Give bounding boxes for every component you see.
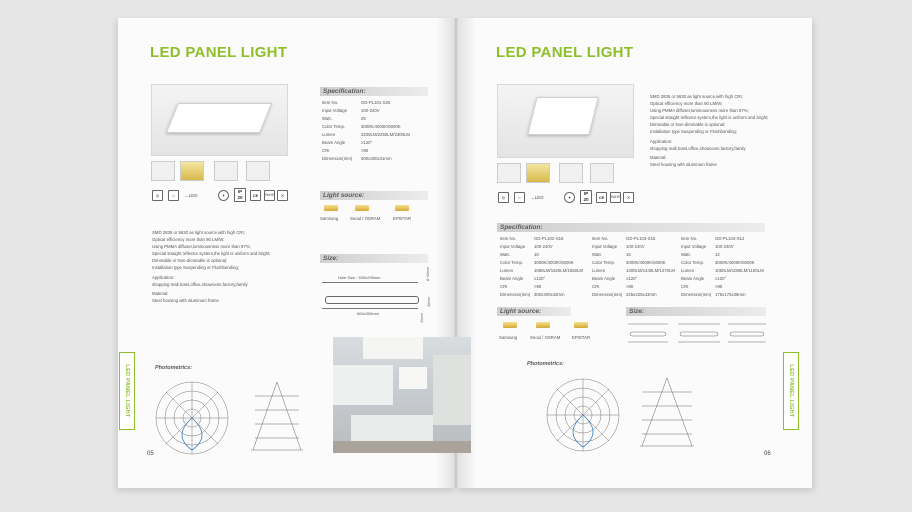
dimension-label: 600x300mm	[357, 311, 380, 316]
spec-label: Dimension(mm)	[322, 156, 353, 161]
spec-label: Color Temp.	[322, 124, 346, 129]
spec-value: GD-PL104-S12	[715, 236, 745, 241]
spec-label: Lumen	[681, 268, 695, 273]
spec-value: 100-240V	[715, 244, 734, 249]
spec-value: ≥120°	[534, 276, 546, 281]
spec-value: >80	[534, 284, 542, 289]
desc-line: Steel housing with aluminum frame	[152, 298, 219, 303]
spec-label: Beam Angle	[500, 276, 524, 281]
spec-label: CRI	[322, 148, 330, 153]
spec-value: 18	[534, 252, 539, 257]
light-source-label: EPISTAR	[572, 335, 591, 340]
spec-label: Watt.	[500, 252, 510, 257]
suspend-icon: ⌂	[168, 190, 179, 201]
spec-label: CRI	[592, 284, 600, 289]
size-dim-line	[322, 282, 418, 283]
spec-label: Input Voltage	[322, 108, 348, 113]
spec-label: Lumen	[592, 268, 606, 273]
dimmable-icon: ◎	[152, 190, 163, 201]
fridge-cabinet	[433, 355, 471, 425]
thumb-3	[559, 163, 583, 183]
spec-value: GD-PL103-S15	[626, 236, 656, 241]
right-product-photo	[497, 84, 634, 158]
light-source-label: EPISTAR	[393, 216, 412, 221]
suspend-icon: ⌂	[514, 192, 525, 203]
spec-value: 225x225x43mm	[626, 292, 657, 297]
right-page-number: 06	[764, 451, 771, 457]
spec-value: 1400LM/1440LM/1470LM	[626, 268, 675, 273]
spec-value: 15	[626, 252, 631, 257]
cabinets	[333, 365, 393, 405]
desc-line: Optical efficiency more than 90 LM/W;	[152, 237, 225, 242]
thumb-2	[526, 163, 550, 183]
desc-line: shopping mall,hotel,office,showroom,factory,family	[152, 282, 248, 287]
desc-line: Installation type Suspending or Flushbonding;	[152, 265, 239, 270]
samsung-chip-icon	[324, 205, 338, 211]
right-size-header: Size:	[626, 307, 766, 316]
right-page-title: LED PANEL LIGHT	[496, 44, 634, 61]
left-spec-header: Specification:	[320, 87, 428, 96]
desc-line: Optical efficiency more than 90 LM/W;	[650, 101, 723, 106]
spec-value: ≥120°	[626, 276, 638, 281]
desc-line: Dimmable or Non-dimmable is optional;	[650, 122, 726, 127]
right-illuminance-cone	[634, 376, 700, 452]
rohs-icon: RoHS	[264, 190, 275, 201]
height-label: 30mm	[427, 297, 431, 307]
spec-label: Beam Angle	[592, 276, 616, 281]
ce-icon: CE	[250, 190, 261, 201]
spec-label: Lumen	[500, 268, 514, 273]
spec-label: Color Temp.	[500, 260, 524, 265]
epistar-chip-icon	[395, 205, 409, 211]
spec-value: 1580LM/1620LM/1650LM	[534, 268, 583, 273]
left-side-tab	[119, 352, 135, 430]
thumb-4	[246, 161, 270, 181]
weee-icon: ✕	[277, 190, 288, 201]
panel-light-image	[527, 97, 598, 135]
spec-label: Item No.	[592, 236, 609, 241]
spec-value: 1050LM/1080LM/1100LM	[715, 268, 764, 273]
spec-value: >80	[626, 284, 634, 289]
right-side-tab	[783, 352, 799, 430]
spec-value: 3000K/4000K/6000K	[626, 260, 666, 265]
light-source-label: Samsung	[499, 335, 518, 340]
desc-line: SMD 2835 or 5630 as light source,with high CRI;	[650, 94, 743, 99]
side-tab-label: LED PANEL LIGHT	[788, 364, 794, 418]
thumb-2	[180, 161, 204, 181]
desc-line: shopping mall,hotel,office,showroom,factory,family	[650, 146, 746, 151]
spec-value: 175x175x38mm	[715, 292, 746, 297]
left-illuminance-cone	[247, 380, 307, 460]
spec-label: CRI	[500, 284, 508, 289]
weee-icon: ✕	[623, 192, 634, 203]
light-source-label: Samsung	[320, 216, 339, 221]
desc-line: SMD 2835 or 5630 as light source,with high CRI;	[152, 230, 245, 235]
osram-chip-icon	[355, 205, 369, 211]
spec-value: 2200LM/2250LM/2300LM	[361, 132, 410, 137]
bulb-icon: ✦	[218, 190, 229, 201]
spec-label: Watt.	[681, 252, 691, 257]
light-source-label: Seoul / OSRAM	[530, 335, 561, 340]
right-size-drawings	[624, 318, 770, 352]
right-photometrics-header: Photometrics:	[527, 361, 564, 367]
spec-value: GD-PL101-S25	[361, 100, 391, 105]
desc-line: Special straight reflector system,the light is uniform and bright;	[152, 251, 271, 256]
thumb-4	[590, 163, 614, 183]
osram-chip-icon	[536, 322, 550, 328]
bulb-icon: ✦	[564, 192, 575, 203]
spec-value: 12	[715, 252, 720, 257]
samsung-chip-icon	[503, 322, 517, 328]
spec-value: 3000K/4000K/6000K	[361, 124, 401, 129]
spec-label: Item No.	[322, 100, 339, 105]
height-label: 41mm	[420, 313, 424, 323]
rohs-icon: RoHS	[610, 192, 621, 203]
epistar-chip-icon	[574, 322, 588, 328]
spec-label: Dimension(mm)	[500, 292, 531, 297]
right-light-source-header: Light source:	[497, 307, 571, 316]
left-photometrics-header: Photometrics:	[155, 365, 192, 371]
kitchen-scene-photo	[333, 337, 471, 453]
desc-line: Application:	[650, 139, 673, 144]
thumb-1	[497, 163, 521, 183]
left-page-number: 05	[147, 451, 154, 457]
spec-label: Beam Angle	[681, 276, 705, 281]
desc-line: Installation type Suspending or Flushbonding;	[650, 129, 737, 134]
spec-value: 25	[361, 116, 366, 121]
desc-line: Using PMMA diffuser,luminousness more than 87%;	[152, 244, 251, 249]
desc-line: Steel housing with aluminum frame	[650, 162, 717, 167]
spec-label: Input Voltage	[592, 244, 618, 249]
spec-value: >80	[361, 148, 369, 153]
dimmable-icon: ◎	[498, 192, 509, 203]
left-size-header: Size:	[320, 254, 428, 263]
thumb-3	[214, 161, 238, 181]
spec-value: GD-PL102-S18	[534, 236, 564, 241]
desc-line: Application:	[152, 275, 175, 280]
desc-line: Special straight reflector system,the light is uniform and bright;	[650, 115, 769, 120]
light-source-label: Seoul / OSRAM	[350, 216, 381, 221]
spec-label: Input Voltage	[681, 244, 707, 249]
spec-label: CRI	[681, 284, 689, 289]
left-page-title: LED PANEL LIGHT	[150, 44, 288, 61]
floor	[333, 441, 471, 453]
spec-value: 100-240V	[361, 108, 380, 113]
desc-line: Dimmable or Non-dimmable is optional;	[152, 258, 228, 263]
spec-label: Color Temp.	[592, 260, 616, 265]
spec-value: 300x300x43mm	[534, 292, 565, 297]
driver-led-icon: →LED	[530, 195, 544, 200]
spec-value: 3000K/4000K/6000K	[534, 260, 574, 265]
left-polar-diagram	[152, 378, 232, 462]
spec-value: >80	[715, 284, 723, 289]
side-tab-label: LED PANEL LIGHT	[124, 364, 130, 418]
desc-line: Material:	[650, 155, 667, 160]
hole-size-label: Hole Size : 535x295mm	[338, 275, 381, 280]
spec-value: ≥120°	[715, 276, 727, 281]
desc-line: Material:	[152, 291, 169, 296]
driver-led-icon: →LED	[184, 193, 198, 198]
spec-value: ≥120°	[361, 140, 373, 145]
spec-label: Watt.	[322, 116, 332, 121]
size-profile-drawing	[325, 296, 419, 304]
spec-value: 100-240V	[626, 244, 645, 249]
spec-label: Dimension(mm)	[592, 292, 623, 297]
size-dim-line	[322, 308, 418, 309]
spec-label: Lumen	[322, 132, 336, 137]
window	[399, 367, 427, 389]
ce-icon: CE	[596, 192, 607, 203]
right-spec-header: Specification:	[497, 223, 765, 232]
left-product-photo	[151, 84, 288, 156]
spec-label: Beam Angle	[322, 140, 346, 145]
panel-light-image	[166, 103, 272, 133]
spec-value: 3000K/4000K/6000K	[715, 260, 755, 265]
spec-label: Item No.	[500, 236, 517, 241]
spec-label: Item No.	[681, 236, 698, 241]
ip20-icon: IP 20	[234, 188, 246, 202]
ip20-icon: IP 20	[580, 190, 592, 204]
ceiling-light	[363, 337, 423, 359]
spec-value: 600x300x41mm	[361, 156, 392, 161]
spec-label: Input Voltage	[500, 244, 526, 249]
thumb-1	[151, 161, 175, 181]
spec-label: Color Temp.	[681, 260, 705, 265]
spec-value: 100-240V	[534, 244, 553, 249]
spec-label: Dimension(mm)	[681, 292, 712, 297]
height-label: 8~13mm	[426, 266, 431, 282]
desc-line: Using PMMA diffuser,luminousness more than 87%;	[650, 108, 749, 113]
right-polar-diagram	[543, 375, 623, 455]
spec-label: Watt.	[592, 252, 602, 257]
left-light-source-header: Light source:	[320, 191, 428, 200]
